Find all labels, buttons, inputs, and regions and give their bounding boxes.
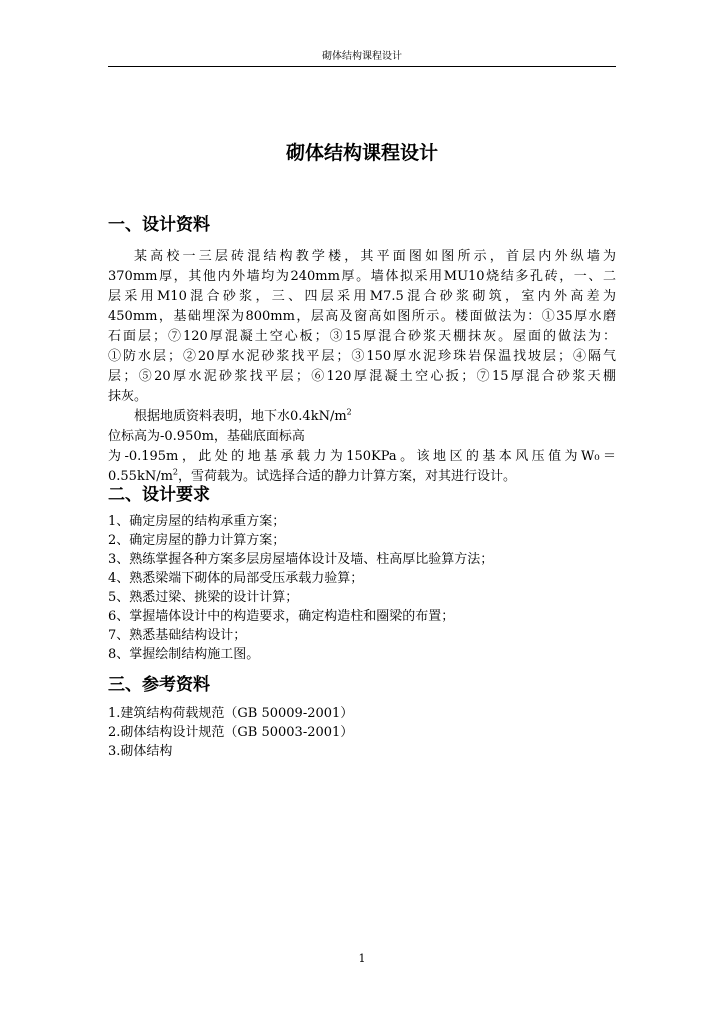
reference-item: 1.建筑结构荷载规范（GB 50009-2001） — [108, 706, 354, 721]
reference-item: 2.砌体结构设计规范（GB 50003-2001） — [108, 725, 354, 740]
paragraph-line: ①防水层；②20厚水泥砂浆找平层；③150厚水泥珍珠岩保温找坡层；④隔气 — [108, 349, 616, 364]
paragraph-line: 某高校一三层砖混结构教学楼，其平面图如图所示，首层内外纵墙为 — [134, 249, 616, 264]
wind-pressure-value: 0.55kN/m — [108, 469, 173, 484]
unit-superscript: 2 — [346, 407, 352, 417]
groundwater-load-value: 0.4kN/m — [290, 409, 347, 424]
section-heading-design-data: 一、设计资料 — [108, 215, 210, 235]
requirement-item: 8、掌握绘制结构施工图。 — [108, 647, 260, 662]
paragraph-line: 450mm，基础埋深为800mm，层高及窗高如图所示。楼面做法为：①35厚水磨 — [108, 309, 616, 324]
geology-text: ，雪荷载为。试选择合适的静力计算方案，对其进行设计。 — [178, 469, 517, 484]
requirement-item: 3、熟练掌握各种方案多层房屋墙体设计及墙、柱高厚比验算方法； — [108, 552, 494, 567]
paragraph-line: 370mm厚，其他内外墙均为240mm厚。墙体拟采用MU10烧结多孔砖，一、二 — [108, 269, 616, 284]
page-number: 1 — [358, 952, 366, 965]
requirement-item: 2、确定房屋的静力计算方案； — [108, 533, 286, 548]
geology-text: 根据地质资料表明，地下水 — [134, 409, 291, 424]
requirement-item: 7、熟悉基础结构设计； — [108, 628, 247, 643]
document-title: 砌体结构课程设计 — [285, 142, 438, 164]
paragraph-line: 层；⑤20厚水泥砂浆找平层；⑥120厚混凝土空心扳；⑦15厚混合砂浆天棚 — [108, 369, 616, 384]
unit-superscript: 2 — [172, 467, 178, 477]
requirement-item: 4、熟悉梁端下砌体的局部受压承载力验算； — [108, 571, 364, 586]
section-heading-design-requirements: 二、设计要求 — [108, 485, 210, 505]
paragraph-line: 层采用M10混合砂浆，三、四层采用M7.5混合砂浆砌筑，室内外高差为 — [108, 289, 616, 304]
running-header: 砌体结构课程设计 — [322, 51, 402, 62]
geology-line-1 — [108, 407, 642, 427]
requirement-item: 6、掌握墙体设计中的构造要求，确定构造柱和圈梁的布置； — [108, 609, 455, 624]
section-heading-references: 三、参考资料 — [108, 675, 210, 695]
geology-line-3: 为-0.195m，此处的地基承载力为150KPa。该地区的基本风压值为W₀＝ — [108, 449, 616, 464]
header-rule — [108, 66, 616, 67]
paragraph-line: 石面层；⑦120厚混凝土空心板；③15厚混合砂浆天棚抹灰。屋面的做法为： — [108, 329, 616, 344]
requirement-item: 5、熟悉过梁、挑梁的设计计算； — [108, 590, 299, 605]
reference-item: 3.砌体结构 — [108, 744, 173, 759]
paragraph-line: 抹灰。 — [108, 389, 148, 404]
geology-line-2: 位标高为-0.950m，基础底面标高 — [108, 429, 305, 444]
requirement-item: 1、确定房屋的结构承重方案； — [108, 514, 286, 529]
